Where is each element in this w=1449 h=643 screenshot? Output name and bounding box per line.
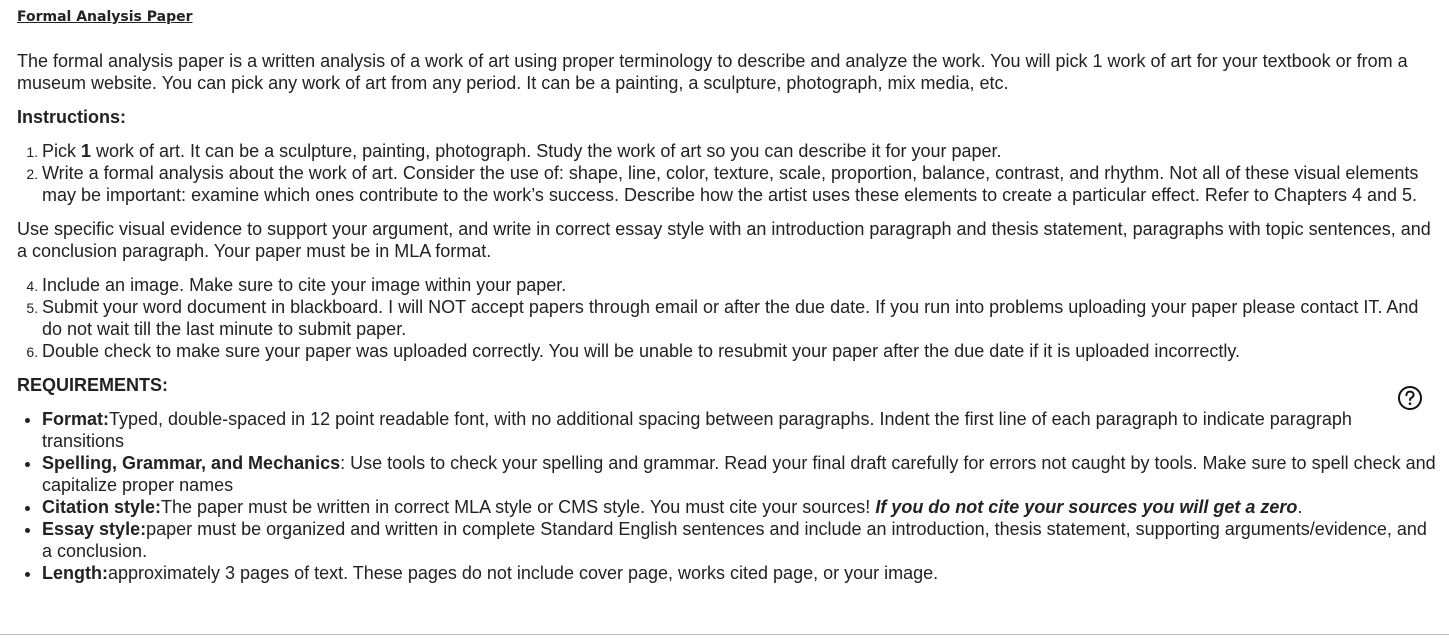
requirement-item: • Essay style:paper must be organized and written in complete Standard English sentences and include an introduction, thesis statement, supporting arguments/evidence, and a conclusion. <box>42 518 1437 562</box>
instruction-item: 4. Include an image. Make sure to cite your image within your paper. <box>42 274 1437 296</box>
help-circle-icon[interactable] <box>1397 385 1423 411</box>
instruction-item: 5. Submit your word document in blackboard. I will NOT accept papers through email or after the due date. If you run into problems uploading your paper please contact IT. And do not wait till the last minute to submit paper. <box>42 296 1437 340</box>
document-body <box>17 5 1437 584</box>
requirement-item: • Spelling, Grammar, and Mechanics: Use tools to check your spelling and grammar. Read your final draft carefully for errors not caught by tools. Make sure to spell check and capitalize proper names <box>42 452 1437 496</box>
requirement-item: • Citation style:The paper must be written in correct MLA style or CMS style. You must cite your sources! If you do not cite your sources you will get a zero. <box>42 496 1437 518</box>
requirement-item: • Length:approximately 3 pages of text. These pages do not include cover page, works cited page, or your image. <box>42 562 1437 584</box>
requirement-item: • Format:Typed, double-spaced in 12 point readable font, with no additional spacing between paragraphs. Indent the first line of each paragraph to indicate paragraph transitions <box>42 408 1437 452</box>
document-title: Formal Analysis Paper <box>17 9 193 25</box>
instructions-heading: Instructions: <box>17 107 127 127</box>
instruction-item: 1. Pick 1 work of art. It can be a sculpture, painting, photograph. Study the work of art so you can describe it for your paper. <box>42 140 1437 162</box>
bottom-divider <box>0 634 1449 635</box>
instructions-list <box>17 140 1437 206</box>
requirements-heading: REQUIREMENTS: <box>17 375 169 395</box>
more-instructions-list <box>17 274 1437 362</box>
evidence-paragraph: Use specific visual evidence to support your argument, and write in correct essay style with an introduction paragraph and thesis statement, paragraphs with topic sentences, and a conclusion paragraph. Your paper must be in MLA format. <box>17 219 1431 261</box>
intro-paragraph: The formal analysis paper is a written analysis of a work of art using proper terminology to describe and analyze the work. You will pick 1 work of art for your textbook or from a museum website. You can pick any work of art from any period. It can be a painting, a sculpture, photograph, mix media, etc. <box>17 51 1408 93</box>
instruction-item: 6. Double check to make sure your paper was uploaded correctly. You will be unable to resubmit your paper after the due date if it is uploaded incorrectly. <box>42 340 1437 362</box>
instruction-item: 2. Write a formal analysis about the work of art. Consider the use of: shape, line, color, texture, scale, proportion, balance, contrast, and rhythm. Not all of these visual elements may be important: examine which ones contribute to the work’s success. Describe how the artist uses these elements to create a particular effect. Refer to Chapters 4 and 5. <box>42 162 1437 206</box>
requirements-list <box>17 408 1437 584</box>
